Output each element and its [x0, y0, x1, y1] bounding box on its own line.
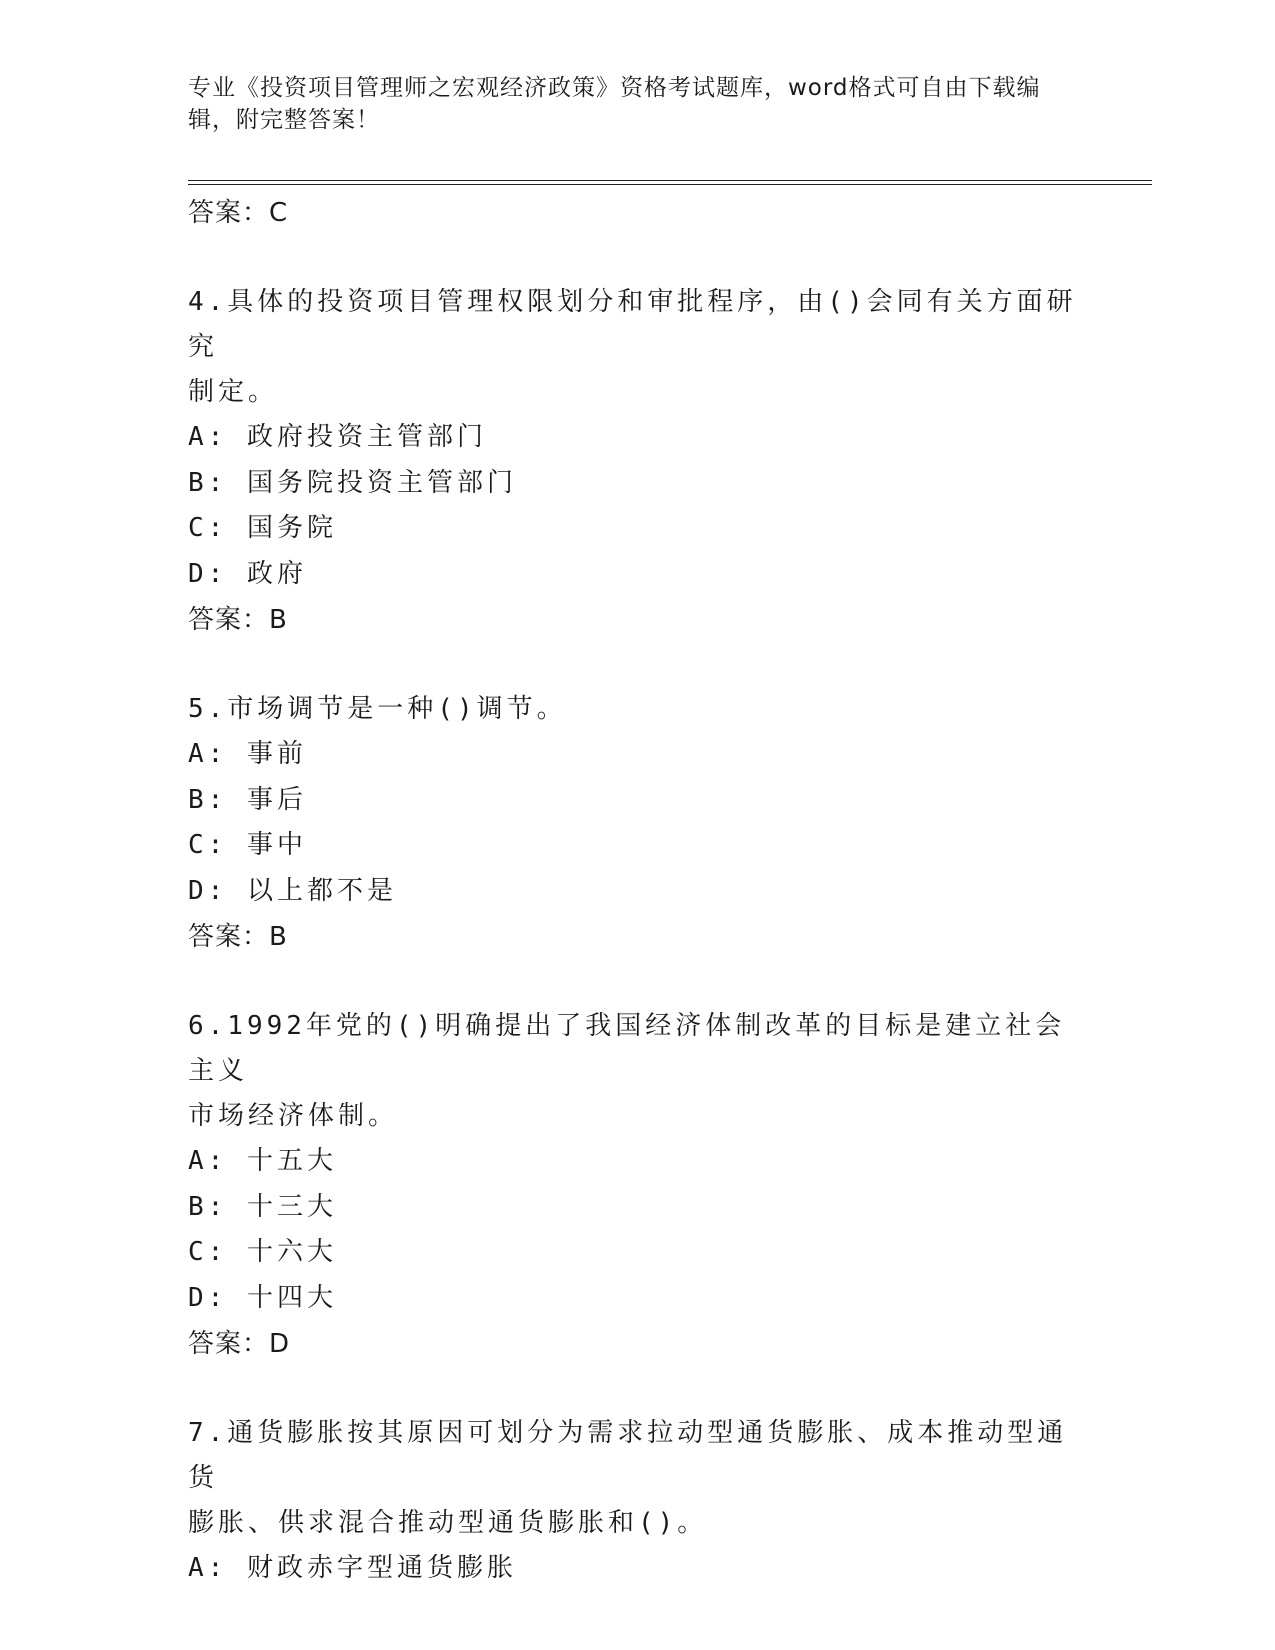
question-stem-line: 4.具体的投资项目管理权限划分和审批程序，由()会同有关方面研究	[188, 287, 1077, 362]
question-list	[188, 190, 1078, 1592]
question-block	[188, 280, 1078, 643]
question-block	[188, 687, 1078, 960]
option-a: A: 财政赤字型通货膨胀	[188, 1553, 517, 1583]
question-block	[188, 1004, 1078, 1367]
option-a: A: 事前	[188, 739, 307, 769]
option-d: D: 十四大	[188, 1282, 337, 1313]
option-b: B: 十三大	[188, 1191, 337, 1222]
option-c: C: 国务院	[188, 513, 337, 543]
question-stem-line: 6.1992年党的()明确提出了我国经济体制改革的目标是建立社会主义	[188, 1011, 1066, 1086]
option-d: D: 政府	[188, 558, 307, 589]
header-line-2: 辑，附完整答案！	[188, 107, 380, 133]
question-block	[188, 1411, 1078, 1592]
answer-line: 答案：D	[188, 1329, 291, 1359]
answer-line: 答案：B	[188, 605, 288, 635]
question-stem-line: 7.通货膨胀按其原因可划分为需求拉动型通货膨胀、成本推动型通货	[188, 1418, 1068, 1493]
option-b: B: 事后	[188, 784, 307, 815]
option-a: A: 政府投资主管部门	[188, 422, 487, 452]
option-c: C: 事中	[188, 830, 307, 860]
question-stem-line: 膨胀、供求混合推动型通货膨胀和()。	[188, 1508, 708, 1538]
header-line-1: 专业《投资项目管理师之宏观经济政策》资格考试题库，word格式可自由下载编	[188, 75, 1041, 101]
option-b: B: 国务院投资主管部门	[188, 467, 517, 498]
option-d: D: 以上都不是	[188, 875, 397, 906]
answer-line: 答案：B	[188, 922, 288, 952]
document-header	[188, 72, 1088, 136]
question-stem-line: 5.市场调节是一种()调节。	[188, 694, 567, 724]
option-c: C: 十六大	[188, 1237, 337, 1267]
header-divider-bottom	[188, 184, 1152, 185]
answer-line: 答案：C	[188, 198, 289, 228]
option-a: A: 十五大	[188, 1146, 337, 1176]
question-stem-line: 市场经济体制。	[188, 1101, 399, 1131]
header-divider-top	[188, 180, 1152, 181]
question-stem-line: 制定。	[188, 377, 279, 407]
